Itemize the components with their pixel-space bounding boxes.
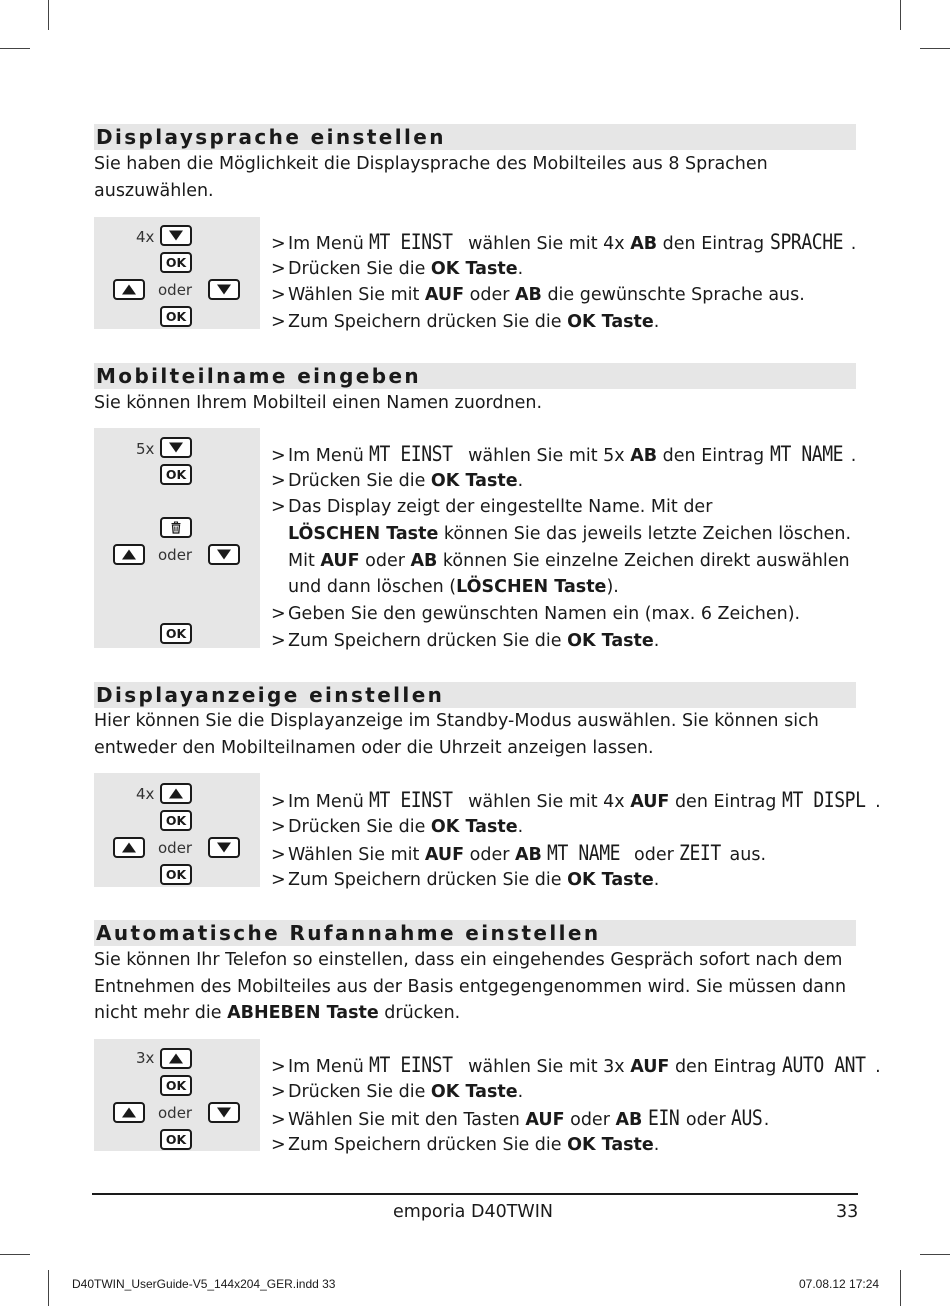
step-marker: > <box>271 630 286 651</box>
crop-mark <box>0 1254 30 1255</box>
bold-term: AB <box>515 285 542 306</box>
bold-term: AB <box>630 446 658 466</box>
key-panel <box>94 217 260 329</box>
section-title: Automatische Rufannahme einstellen <box>96 921 601 945</box>
step-item <box>271 468 871 495</box>
step-item <box>271 840 871 867</box>
up-key-icon <box>113 837 145 858</box>
step-text: . <box>517 258 524 279</box>
lcd-menu-text: AUTO ANT <box>781 1053 866 1077</box>
up-key-icon <box>113 544 145 565</box>
step-marker: > <box>271 1057 286 1077</box>
step-text: Im Menü <box>288 234 370 254</box>
slug-file: D40TWIN_UserGuide-V5_144x204_GER.indd 33 <box>72 1277 336 1291</box>
step-text: . <box>653 630 660 651</box>
down-key-icon <box>208 544 240 565</box>
press-count: 3x <box>136 1049 155 1067</box>
bold-term: OK Taste <box>567 1135 654 1156</box>
bold-term: OK Taste <box>430 816 518 837</box>
step-text: Entnehmen des Mobilteiles aus der Basis entgegengenommen wird. Sie müssen dann <box>94 976 847 997</box>
lcd-menu-text: MT EINST <box>369 442 453 466</box>
step-text: Zum Speichern drücken Sie die <box>288 1135 568 1156</box>
page-number: 33 <box>836 1202 859 1222</box>
step-text: wählen Sie mit 3x <box>462 1057 631 1077</box>
step-text: wählen Sie mit 4x <box>462 792 631 812</box>
down-key-icon <box>208 837 240 858</box>
step-marker: > <box>271 870 286 891</box>
step-item <box>271 548 871 575</box>
intro-line <box>94 1000 864 1027</box>
footer-rule <box>92 1193 858 1195</box>
delete-key-icon <box>160 517 192 538</box>
bold-term: AB <box>515 845 542 866</box>
intro-line <box>94 974 864 1001</box>
down-key-icon <box>208 279 240 300</box>
down-key-icon <box>160 437 192 458</box>
step-text: den Eintrag <box>669 1057 782 1077</box>
step-marker: > <box>271 816 286 837</box>
step-item <box>271 867 871 894</box>
crop-mark <box>900 0 901 30</box>
step-text: Sie können Ihr Telefon so einstellen, dass ein eingehendes Gespräch sofort nach dem <box>94 950 843 970</box>
step-item <box>271 1079 871 1106</box>
step-text: . <box>850 446 857 466</box>
down-key-icon <box>160 225 192 246</box>
up-key-icon <box>160 783 192 804</box>
oder-label: oder <box>158 839 193 857</box>
up-key-icon <box>113 1102 145 1123</box>
crop-mark <box>920 48 950 49</box>
section-intro <box>94 151 864 204</box>
oder-label: oder <box>158 546 193 564</box>
step-marker: > <box>271 1135 286 1156</box>
up-key-icon <box>160 1048 192 1069</box>
section-title: Mobilteilname eingeben <box>96 364 422 388</box>
bold-term: AUF <box>424 845 465 866</box>
lcd-menu-text: AUS <box>731 1106 763 1131</box>
step-text: Drücken Sie die <box>288 816 431 837</box>
step-text: Im Menü <box>288 1057 370 1077</box>
step-text: nicht mehr die <box>94 1003 228 1023</box>
step-text: . <box>653 312 660 333</box>
step-text: können Sie einzelne Zeichen direkt auswählen <box>437 550 850 571</box>
crop-mark <box>0 48 30 49</box>
step-item <box>271 441 871 468</box>
step-text: oder <box>359 550 411 571</box>
lcd-menu-text: MT EINST <box>369 230 453 254</box>
step-text: wählen Sie mit 4x <box>462 234 631 254</box>
intro-line: entweder den Mobilteilnamen oder die Uhrzeit anzeigen lassen. <box>94 737 654 758</box>
step-item <box>271 1132 871 1159</box>
section-title: Displayanzeige einstellen <box>96 683 445 707</box>
press-count: 4x <box>136 228 155 246</box>
step-text: . <box>875 792 881 812</box>
section-title: Displaysprache einstellen <box>96 125 446 149</box>
step-item <box>271 229 871 256</box>
ok-key-icon: OK <box>160 252 192 273</box>
up-key-icon <box>113 279 145 300</box>
step-marker: > <box>271 845 286 866</box>
step-text: den Eintrag <box>669 792 782 812</box>
section-intro <box>94 390 864 417</box>
ok-key-icon: OK <box>160 1075 192 1096</box>
step-text: oder <box>680 1110 732 1131</box>
lcd-menu-text: MT DISPL <box>781 788 866 812</box>
step-item <box>271 574 871 601</box>
step-text: ). <box>606 577 619 598</box>
bold-term: AUF <box>424 285 465 306</box>
step-text: Zum Speichern drücken Sie die <box>288 312 568 333</box>
bold-term: AB <box>615 1110 643 1131</box>
step-text: oder <box>464 285 515 306</box>
bold-term: ABHEBEN Taste <box>227 1003 379 1023</box>
intro-line: Sie können Ihrem Mobilteil einen Namen zuordnen. <box>94 393 543 413</box>
bold-term: OK Taste <box>430 470 518 491</box>
step-marker: > <box>271 604 286 625</box>
step-item <box>271 787 881 814</box>
intro-line: auszuwählen. <box>94 180 214 201</box>
section-heading <box>94 363 856 389</box>
step-text: Mit <box>288 550 321 571</box>
section-heading <box>94 124 856 150</box>
ok-key-icon: OK <box>160 306 192 327</box>
step-item <box>271 309 871 336</box>
step-text: und dann löschen ( <box>288 577 457 598</box>
step-text: Im Menü <box>288 446 370 466</box>
step-item <box>271 521 871 548</box>
step-text: oder <box>564 1110 616 1131</box>
key-panel <box>94 428 260 648</box>
bold-term: AUF <box>525 1110 565 1131</box>
bold-term: OK Taste <box>567 870 654 891</box>
step-text: . <box>653 870 660 891</box>
step-marker: > <box>271 258 286 279</box>
crop-mark <box>900 1270 901 1306</box>
lcd-menu-text: EIN <box>647 1106 680 1131</box>
step-text: . <box>763 1110 770 1131</box>
step-marker: > <box>271 470 286 491</box>
step-text: den Eintrag <box>657 234 770 254</box>
press-count: 4x <box>136 785 155 803</box>
step-text: Wählen Sie mit <box>288 285 425 306</box>
crop-mark <box>48 0 49 30</box>
step-text: Drücken Sie die <box>288 470 431 491</box>
lcd-menu-text: SPRACHE <box>769 230 843 254</box>
bold-term: AUF <box>320 550 360 571</box>
step-text: können Sie das jeweils letzte Zeichen löschen. <box>438 524 852 545</box>
lcd-menu-text: MT EINST <box>369 1053 453 1077</box>
intro-line: Sie haben die Möglichkeit die Displaysprache des Mobilteiles aus 8 Sprachen <box>94 154 768 174</box>
step-text: Zum Speichern drücken Sie die <box>288 630 568 651</box>
lcd-menu-text: MT EINST <box>369 788 453 812</box>
bold-term: LÖSCHEN Taste <box>288 524 439 545</box>
bold-term: OK Taste <box>567 312 654 333</box>
bold-term: AB <box>630 234 658 254</box>
step-text: Geben Sie den gewünschten Namen ein (max. 6 Zeichen). <box>288 604 801 625</box>
step-item <box>271 628 871 655</box>
step-list <box>271 1052 881 1159</box>
step-item <box>271 1052 881 1079</box>
step-marker: > <box>271 1110 286 1131</box>
bold-term: OK Taste <box>567 630 654 651</box>
key-panel <box>94 773 260 887</box>
step-text: Wählen Sie mit den Tasten <box>288 1110 526 1131</box>
bold-term: OK Taste <box>430 1081 518 1102</box>
step-text: aus. <box>723 845 767 866</box>
step-text: wählen Sie mit 5x <box>462 446 631 466</box>
step-text: oder <box>464 845 515 866</box>
step-text: Drücken Sie die <box>288 1081 431 1102</box>
down-key-icon <box>208 1102 240 1123</box>
section-heading <box>94 920 856 946</box>
step-item <box>271 494 871 521</box>
lcd-menu-text: MT NAME <box>547 841 621 866</box>
oder-label: oder <box>158 281 193 299</box>
step-text: oder <box>628 845 680 866</box>
step-list <box>271 787 881 894</box>
bold-term: LÖSCHEN Taste <box>456 577 607 598</box>
step-text: . <box>517 1081 524 1102</box>
step-text: . <box>517 816 524 837</box>
step-list <box>271 229 871 336</box>
bold-term: AB <box>410 550 438 571</box>
ok-key-icon: OK <box>160 1129 192 1150</box>
oder-label: oder <box>158 1104 193 1122</box>
step-text: Zum Speichern drücken Sie die <box>288 870 568 891</box>
intro-line: Hier können Sie die Displayanzeige im Standby-Modus auswählen. Sie können sich <box>94 711 819 731</box>
footer-title: emporia D40TWIN <box>393 1202 553 1222</box>
step-text: Das Display zeigt der eingestellte Name. Mit der <box>288 497 713 518</box>
step-item <box>271 814 871 841</box>
ok-key-icon: OK <box>160 464 192 485</box>
ok-key-icon: OK <box>160 623 192 644</box>
step-text: . <box>653 1135 660 1156</box>
step-text: . <box>517 470 524 491</box>
bold-term: AUF <box>630 1057 670 1077</box>
step-marker: > <box>271 312 286 333</box>
ok-key-icon: OK <box>160 864 192 885</box>
step-marker: > <box>271 1081 286 1102</box>
step-text: die gewünschte Sprache aus. <box>541 285 805 306</box>
step-marker: > <box>271 497 286 518</box>
crop-mark <box>920 1254 950 1255</box>
intro-line <box>94 947 864 974</box>
step-marker: > <box>271 446 286 466</box>
key-panel <box>94 1039 260 1151</box>
step-text: Wählen Sie mit <box>288 845 425 866</box>
ok-key-icon: OK <box>160 810 192 831</box>
lcd-menu-text: MT NAME <box>769 442 843 466</box>
step-text: drücken. <box>378 1003 461 1023</box>
step-text: Im Menü <box>288 792 370 812</box>
step-item <box>271 601 871 628</box>
step-marker: > <box>271 792 286 812</box>
step-marker: > <box>271 285 286 306</box>
step-text: . <box>875 1057 881 1077</box>
press-count: 5x <box>136 440 155 458</box>
step-list <box>271 441 871 655</box>
slug-date: 07.08.12 17:24 <box>799 1277 880 1291</box>
bold-term: OK Taste <box>430 258 518 279</box>
bold-term: AUF <box>630 792 670 812</box>
step-item <box>271 1105 871 1132</box>
section-intro <box>94 708 864 761</box>
crop-mark <box>48 1270 49 1306</box>
step-item <box>271 282 871 309</box>
lcd-menu-text: ZEIT <box>679 841 722 866</box>
step-text: den Eintrag <box>657 446 770 466</box>
step-marker: > <box>271 234 286 254</box>
step-text: Drücken Sie die <box>288 258 431 279</box>
step-item <box>271 256 871 283</box>
section-intro <box>94 947 864 1027</box>
section-heading <box>94 682 856 708</box>
step-text: . <box>850 234 857 254</box>
